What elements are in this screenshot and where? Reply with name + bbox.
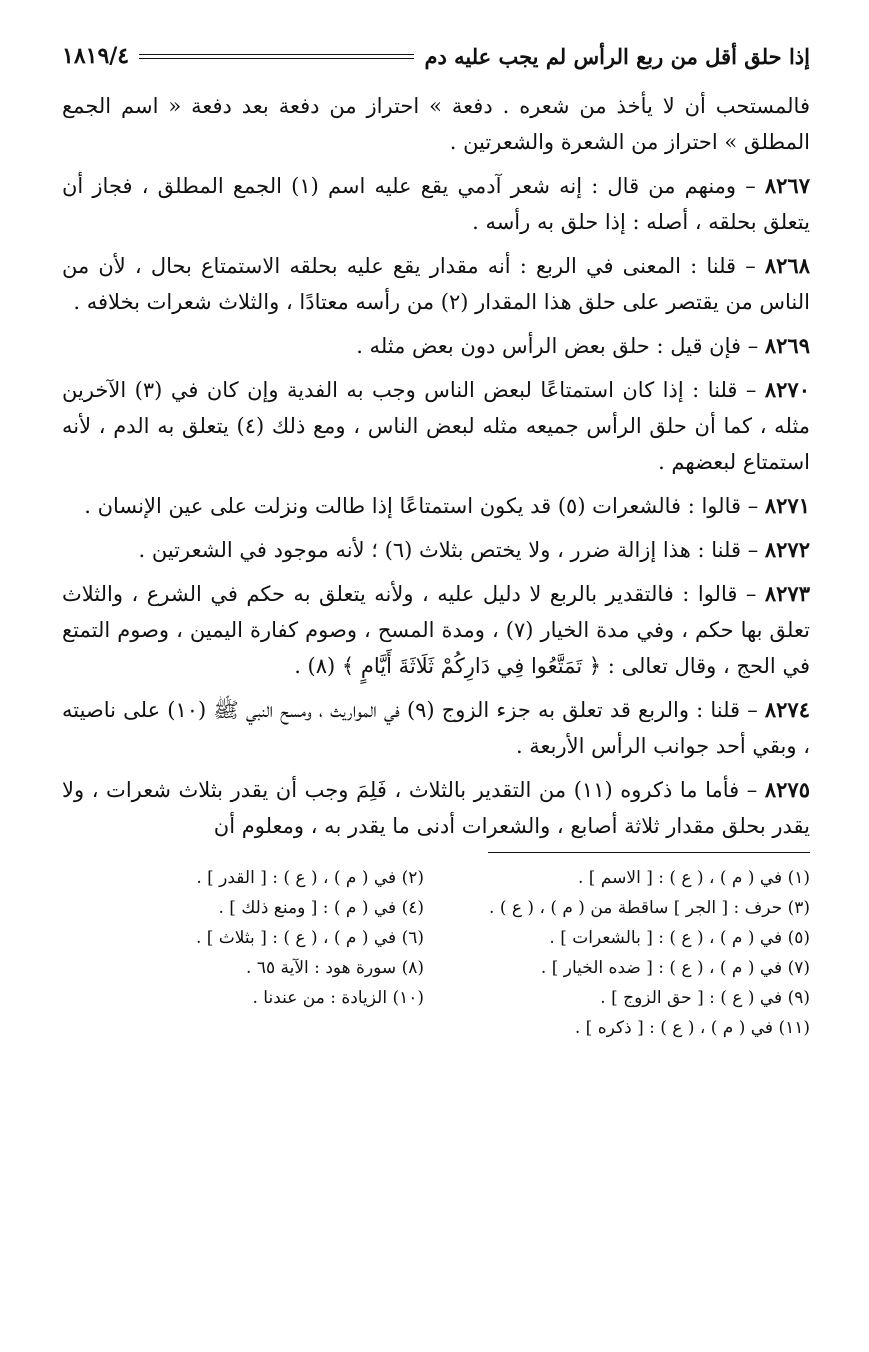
- paragraph: [62, 88, 810, 160]
- footnotes: [62, 863, 810, 1043]
- paragraph: [62, 168, 810, 240]
- running-header: [62, 38, 810, 74]
- paragraph-number: ٨٢٧٢: [764, 537, 810, 562]
- paragraph-text: – قالوا : فالتقدير بالربع لا دليل عليه ، ولأنه يتعلق به حكم في الشرع ، والثلاث تعلق بها حكم ، وفي مدة الخيار (٧) ، ومدة المسح ، وصوم كفارة اليمين ، وصوم التمتع في الحج ، وقال تعالى : ﴿ تَمَتَّعُوا فِي دَارِكُمْ ثَلَاثَةَ أَيَّامٍ ﴾ (٨) .: [62, 582, 810, 678]
- footnote-6: (٦) في ( م ) ، ( ع ) : [ بثلاث ] .: [195, 928, 424, 948]
- paragraph: [62, 692, 810, 764]
- footnote-4: (٤) في ( م ) : [ ومنع ذلك ] .: [218, 898, 424, 918]
- paragraph-text: – فأما ما ذكروه (١١) من التقدير بالثلاث ، فَلِمَ وجب أن يقدر بثلاث شعرات ، ولا يقدر بحلق مقدار ثلاثة أصابع ، والشعرات أدنى ما يقدر به ، ومعلوم أن: [62, 778, 810, 838]
- paragraph-text: – فإن قيل : حلق بعض الرأس دون بعض مثله .: [356, 334, 765, 358]
- paragraph-number: ٨٢٧١: [764, 493, 810, 518]
- paragraph: [62, 328, 810, 364]
- footnote-5: (٥) في ( م ) ، ( ع ) : [ بالشعرات ] .: [549, 928, 810, 948]
- footnote-empty: [62, 1013, 424, 1043]
- footnote-3: (٣) حرف : [ الجر ] ساقطة من ( م ) ، ( ع ) .: [489, 898, 810, 918]
- paragraph-number: ٨٢٦٩: [764, 333, 810, 358]
- paragraph-text: – قلنا : هذا إزالة ضرر ، ولا يختص بثلاث (٦) ؛ لأنه موجود في الشعرتين .: [138, 538, 765, 562]
- paragraph-number: ٨٢٦٨: [764, 253, 810, 278]
- footnote-7: (٧) في ( م ) ، ( ع ) : [ ضده الخيار ] .: [540, 958, 810, 978]
- paragraph: [62, 488, 810, 524]
- paragraph-text: – قلنا : إذا كان استمتاعًا لبعض الناس وجب به الفدية وإن كان في (٣) الآخرين مثله ، كما أن حلق الرأس جميعه مثله لبعض الناس ، ومع ذلك (٤) يتعلق به الدم ، لأنه استمتاع لبعضهم .: [62, 378, 810, 474]
- footnote-10: (١٠) الزيادة : من عندنا .: [252, 988, 424, 1008]
- footnote-9: (٩) في ( ع ) : [ حق الزوج ] .: [600, 988, 810, 1008]
- footnote-11: (١١) في ( م ) ، ( ع ) : [ ذكره ] .: [574, 1018, 810, 1038]
- paragraph: [62, 372, 810, 480]
- header-rule: [139, 54, 414, 59]
- header-title: إذا حلق أقل من ربع الرأس لم يجب عليه دم: [424, 43, 810, 69]
- book-page: [62, 38, 810, 1043]
- paragraph-text: – قالوا : فالشعرات (٥) قد يكون استمتاعًا إذا طالت ونزلت على عين الإنسان .: [84, 494, 765, 518]
- footnote-8: (٨) سورة هود : الآية ٦٥ .: [246, 958, 424, 978]
- footnote-1: (١) في ( م ) ، ( ع ) : [ الاسم ] .: [577, 868, 810, 888]
- paragraph-text: – قلنا : والربع قد تعلق به جزء الزوج (٩) في المواريث ، ومسح النبي ﷺ (١٠) على ناصيته ، وبقي أحد جوانب الرأس الأربعة .: [62, 698, 810, 758]
- paragraph-text: – قلنا : المعنى في الربع : أنه مقدار يقع عليه بحلقه الاستمتاع بحال ، لأن من الناس من يقتصر على حلق هذا المقدار (٢) من رأسه معتادًا ، والثلاث شعرات بخلافه .: [62, 254, 810, 314]
- page-number: ١٨١٩/٤: [62, 43, 130, 69]
- paragraph: [62, 532, 810, 568]
- paragraph-number: ٨٢٧٤: [764, 697, 810, 722]
- paragraph-text: – ومنهم من قال : إنه شعر آدمي يقع عليه اسم (١) الجمع المطلق ، فجاز أن يتعلق بحلقه ، أصله : إذا حلق به رأسه .: [62, 174, 810, 234]
- paragraph: [62, 576, 810, 684]
- footnote-2: (٢) في ( م ) ، ( ع ) : [ القدر ] .: [196, 868, 424, 888]
- paragraph: [62, 772, 810, 844]
- body-text: [62, 88, 810, 844]
- paragraph-number: ٨٢٧٥: [764, 777, 810, 802]
- footnote-divider: [488, 852, 810, 853]
- paragraph: [62, 248, 810, 320]
- paragraph-number: ٨٢٦٧: [764, 173, 810, 198]
- paragraph-number: ٨٢٧٠: [764, 377, 810, 402]
- paragraph-text: فالمستحب أن لا يأخذ من شعره . دفعة » احتراز من دفعة بعد دفعة « اسم الجمع المطلق » احتراز من الشعرة والشعرتين .: [62, 94, 810, 154]
- paragraph-number: ٨٢٧٣: [764, 581, 810, 606]
